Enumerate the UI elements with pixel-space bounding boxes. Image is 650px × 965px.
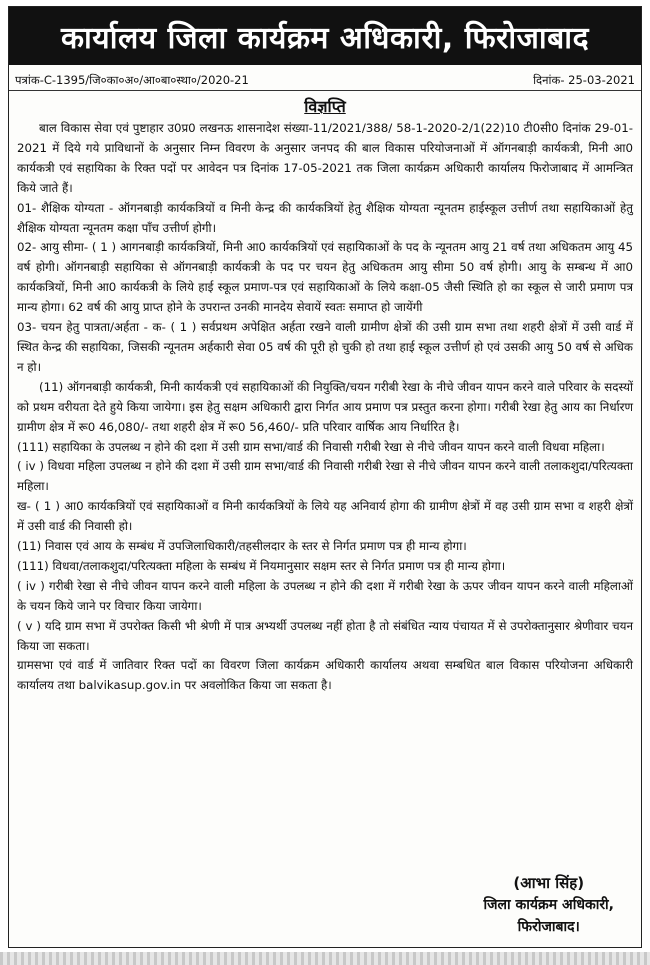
para-income-certificate: (11) निवास एवं आय के सम्बंध में उपजिलाधिकारी/तहसीलदार के स्तर से निर्गत प्रमाण पत्र ही मान्य होगा। [17,539,467,554]
para-residence: ख- ( 1 ) आ0 कार्यकत्रियों एवं सहायिकाओं व मिनी कार्यकत्रियों के लिये यह अनिवार्य होगा की ग्रामीण क्षेत्रों में वह उसी ग्राम सभा व शहरी क्षेत्रों में उसी वार्ड की निवासी हो। [17,499,633,534]
para-nyay-panchayat: ( v ) यदि ग्राम सभा में उपरोक्त किसी भी श्रेणी में पात्र अभ्यर्थी उपलब्ध नहीं होता है तो संबंधित न्याय पंचायत में से उपरोक्तानुसार श्रेणीवार चयन किया जा सकता। [17,618,633,653]
reference-line [9,65,641,91]
office-header [9,7,641,65]
notice-title: विज्ञप्ति [304,97,346,116]
para-age-limit: 02- आयु सीमा- ( 1 ) आगनबाड़ी कार्यकत्रियों, मिनी आ0 कार्यकत्रियों एवं सहायिकाओं के पद के न्यूनतम आयु 21 वर्ष तथा अधिकतम आयु 45 वर्ष होगी। ऑगनबाड़ी सहायिका से ऑगनबाड़ी कार्यकत्री के पद पर चयन हेतु अधिकतम आयु सीमा 50 वर्ष होगी। आयु के सम्बन्ध में आ0 कार्यकत्रियों, मिनी आ0 कार्यकत्री के लिये हाई स्कूल प्रमाण-पत्र एवं सहायिकाओं के लिये कक्षा-05 जैसी स्थिति हो का स्कूल से जारी प्रमाण पत्र मान्य होगा। 62 वर्ष की आयु प्राप्त होने के उपरान्त उनकी मानदेय सेवायें स्वतः समाप्त हो जायेंगी [17,240,633,315]
para-selection-priority: (11) ऑगनबाड़ी कार्यकत्री, मिनी कार्यकत्री एवं सहायिकाओं की नियुक्ति/चयन गरीबी रेखा के नीचे जीवन यापन करने वाले परिवार के सदस्यों को प्रथम वरीयता देते हुये किया जायेगा। इस हेतु सक्षम अधिकारी द्वारा निर्गत आय प्रमाण पत्र प्रस्तुत करना होगा। गरीबी रेखा हेतु आय का निर्धारण ग्रामीण क्षेत्र में रू0 46,080/- तथा शहरी क्षेत्र में रू0 56,460/- प्रति परिवार वार्षिक आय निर्धारित है। [17,379,633,434]
para-eligibility: 03- चयन हेतु पात्रता/अर्हता - क- ( 1 ) सर्वप्रथम अपेक्षित अर्हता रखने वाली ग्रामीण क्षेत्रों की उसी ग्राम सभा तथा शहरी क्षेत्रों में उसी वार्ड में स्थित केन्द्र की सहायिका, जिसकी न्यूनतम अर्हकारी सेवा 05 वर्ष की पूरी हो चुकी हो तथा हाई स्कूल उत्तीर्ण हो एवं उसकी आयु 50 वर्ष से अधिक न हो। [17,320,633,374]
signatory-name: (आभा सिंह) [513,874,585,892]
notice-sheet [8,6,642,948]
office-title: कार्यालय जिला कार्यक्रम अधिकारी, फिरोजाबाद [60,20,589,56]
signatory-designation: जिला कार्यक्रम अधिकारी, [483,897,614,913]
signatory-place: फिरोजाबाद। [517,919,580,935]
reference-number: पत्रांक-C-1395/जि०का०अ०/आ०बा०स्था०/2020-21 [15,73,249,87]
notice-body [9,119,641,696]
para-above-poverty: ( iv ) गरीबी रेखा से नीचे जीवन यापन करने वाली महिला के उपलब्ध न होने की दशा में गरीबी रेखा के ऊपर जीवन यापन करने वाली महिलाओं के चयन किये जाने पर विचार किया जायेगा। [17,578,633,613]
scan-edge [0,952,650,965]
para-widow: (111) सहायिका के उपलब्ध न होने की दशा में उसी ग्राम सभा/वार्ड की निवासी गरीबी रेखा से नीचे जीवन यापन करने वाली विधवा महिला। [17,439,605,454]
para-widow-certificate: (111) विधवा/तलाकशुदा/परित्यक्ता महिला के सम्बंध में नियमानुसार सक्षम स्तर से निर्गत प्रमाण पत्र ही मान्य होगा। [17,558,506,573]
para-qualification: 01- शैक्षिक योग्यता - ऑगनबाड़ी कार्यकत्रियों व मिनी केन्द्र की कार्यकत्रियों हेतु शैक्षिक योग्यता न्यूनतम हाईस्कूल उत्तीर्ण तथा सहायिकाओं हेतु शैक्षिक योग्यता न्यूनतम कक्षा पाँच उत्तीर्ण होगी। [17,200,633,235]
para-divorced: ( iv ) विधवा महिला उपलब्ध न होने की दशा में उसी ग्राम सभा/वार्ड की निवासी गरीबी रेखा से नीचे जीवन यापन करने वाली तलाकशुदा/परित्यक्ता महिला। [17,459,633,494]
para-vacancy-details: ग्रामसभा एवं वार्ड में जातिवार रिक्त पदों का विवरण जिला कार्यक्रम अधिकारी कार्यालय अथवा सम्बधित बाल विकास परियोजना अधिकारी कार्यालय तथा balvikasup.gov.in पर अवलोकित किया जा सकता है। [17,658,633,693]
reference-date: दिनांक- 25-03-2021 [533,73,635,87]
signature-block [484,872,614,938]
para-intro: बाल विकास सेवा एवं पुष्टाहार उ0प्र0 लखनऊ शासनादेश संख्या-11/2021/388/ 58-1-2020-2/1(22)10 टी0सी0 दिनांक 29-01-2021 में दिये गये प्राविधानों के अनुसार निम्न विवरण के अनुसार जनपद की बाल विकास परियोजनाओं में ऑगनबाड़ी कार्यकत्री, मिनी आ0 कार्यकत्री एवं सहायिका के रिक्त पदों पर आवेदन पत्र दिनांक 17-05-2021 तक जिला कार्यक्रम अधिकारी कार्यालय फिरोजाबाद में आमन्त्रित किये जाते हैं। [17,121,633,195]
